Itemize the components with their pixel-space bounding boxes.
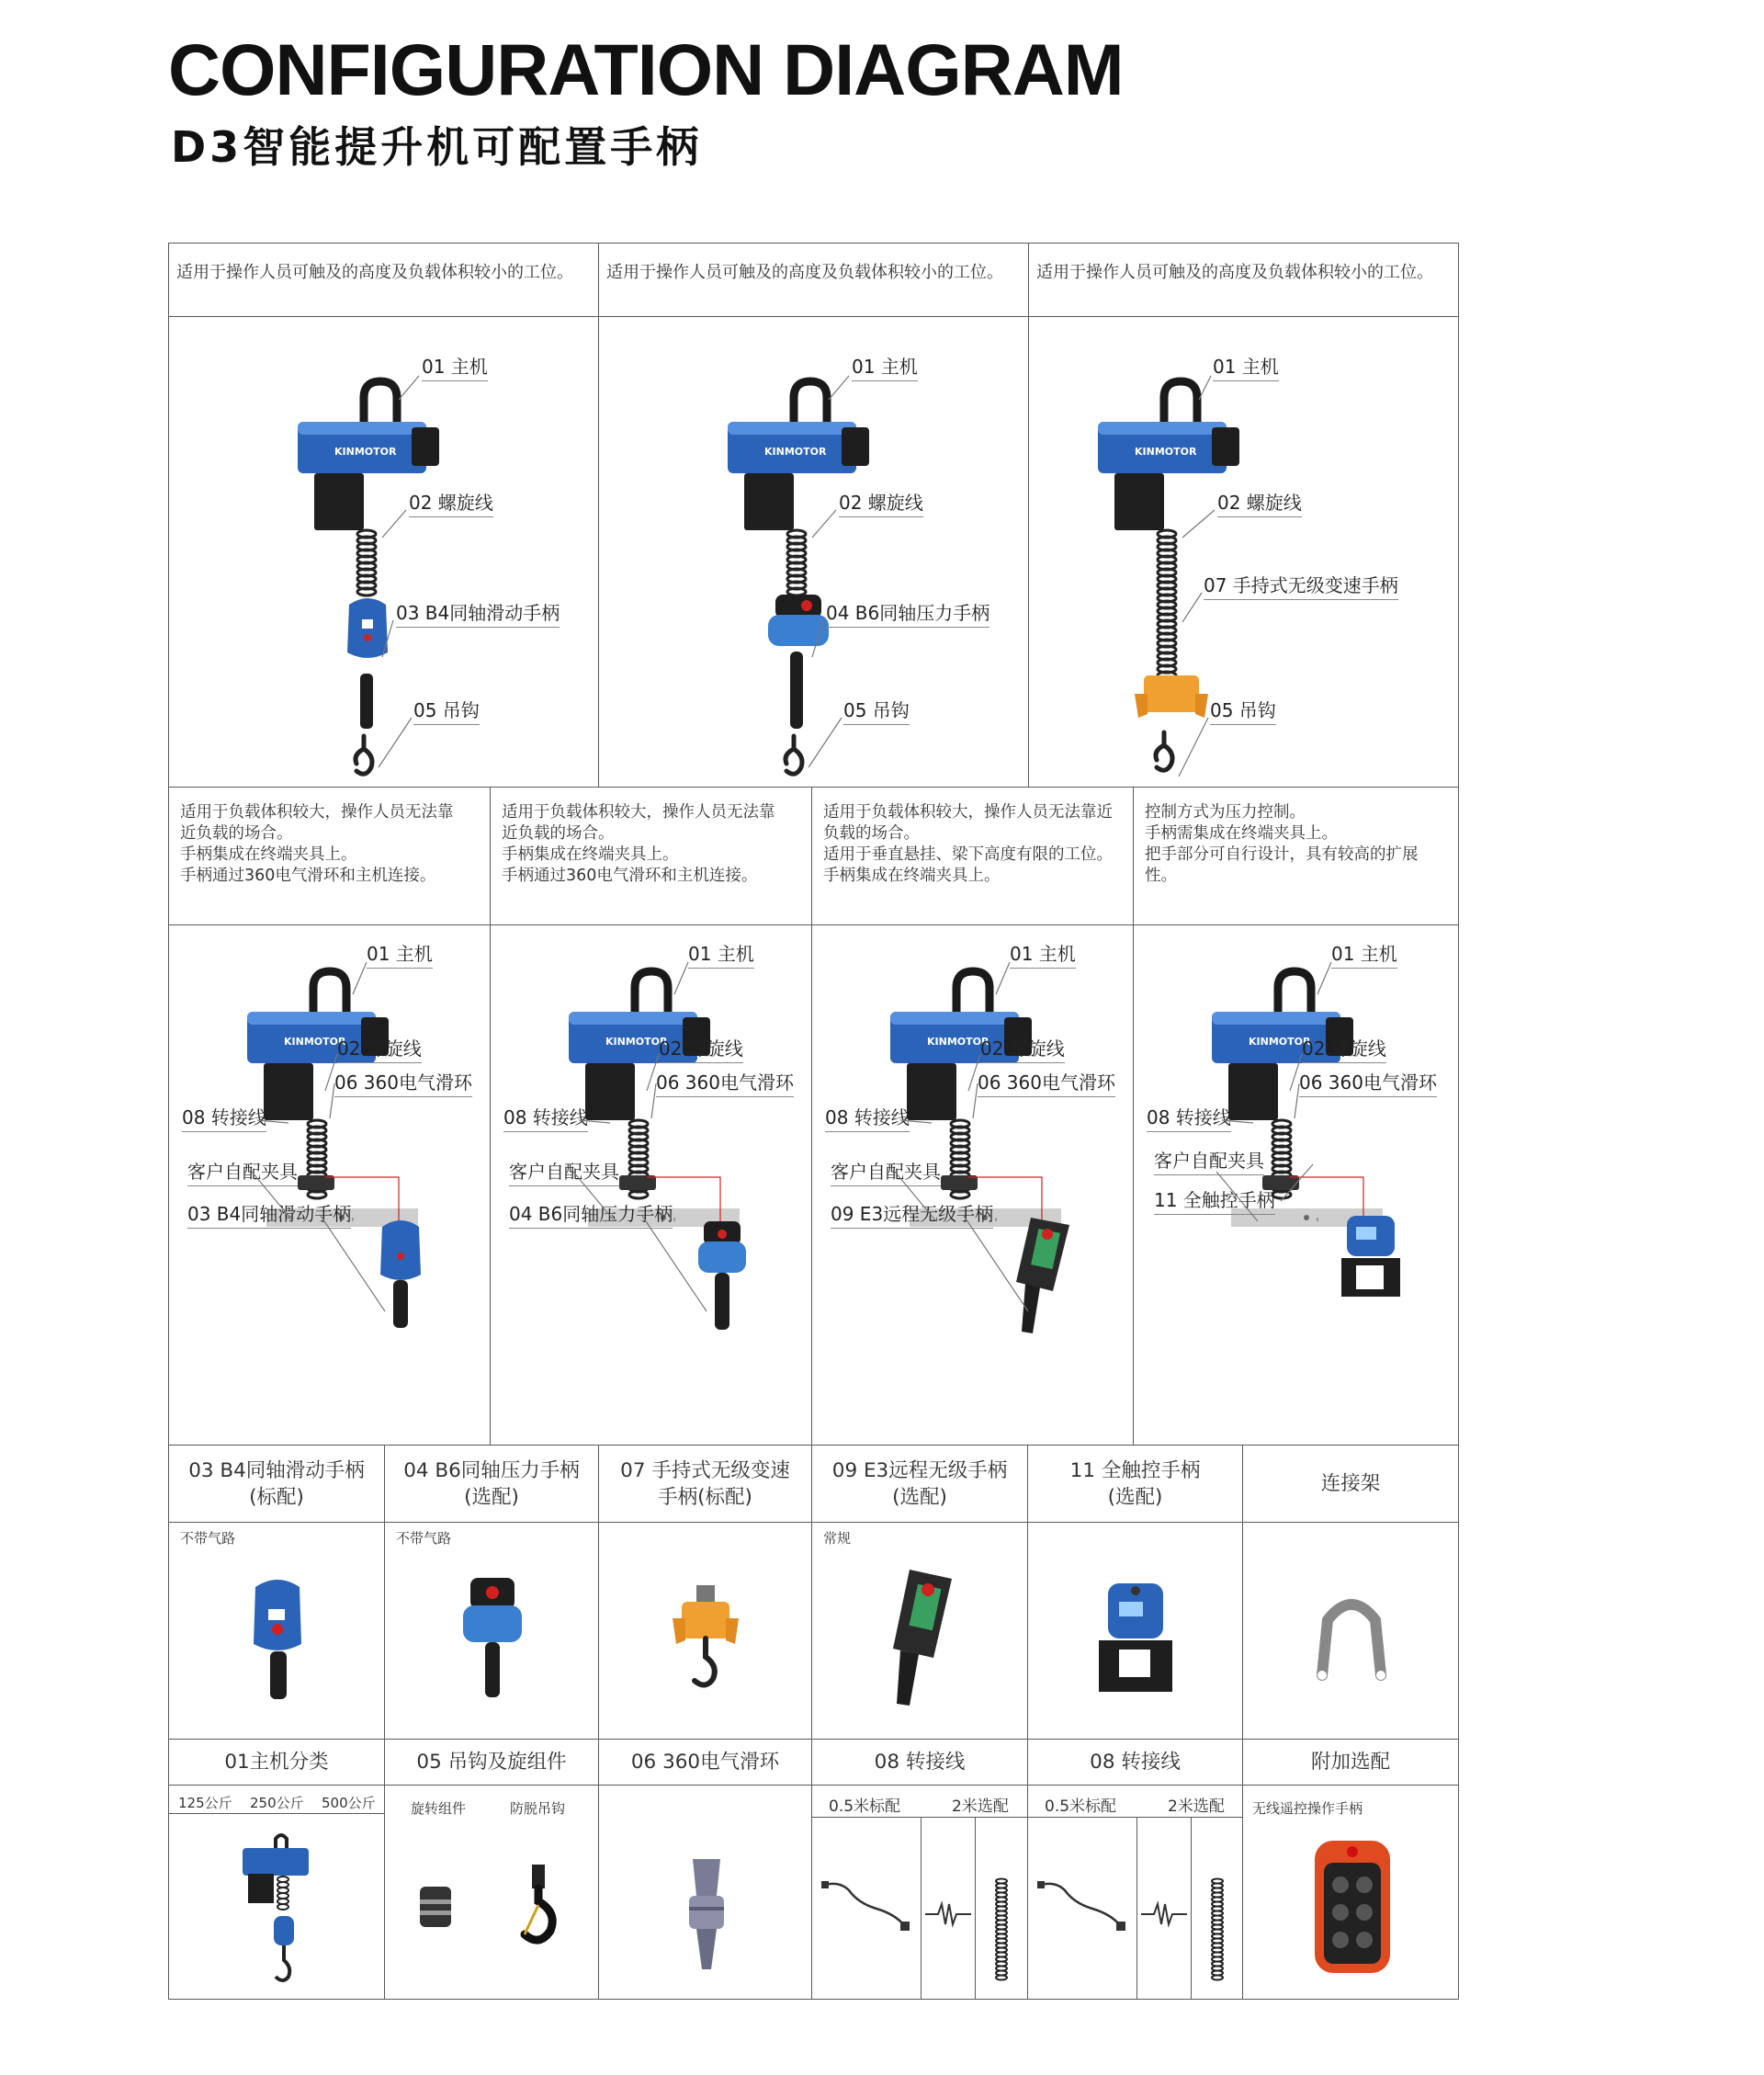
cable-option-label: 2米选配: [952, 1797, 1009, 1816]
hook-label: 05 吊钩: [843, 696, 910, 725]
description-line: 近负载的场合。: [502, 824, 615, 843]
hoist-mini-icon: [235, 1831, 318, 1988]
catalog-image-cell: [1027, 1522, 1243, 1740]
row2-description-cell: [490, 787, 812, 925]
divider: [975, 1817, 976, 2000]
row2-diagram-cell: [490, 924, 812, 1446]
coil-label: 02 螺旋线: [839, 488, 923, 517]
b6-handle-icon: [459, 1578, 526, 1699]
catalog-header-cell: 03 B4同轴滑动手柄 (标配): [168, 1445, 385, 1523]
handle-label: 04 B6同轴压力手柄: [826, 598, 989, 628]
description-line: 手柄集成在终端夹具上。: [502, 845, 679, 864]
catalog-image-cell: [811, 1785, 1028, 2000]
fixture-label: 客户自配夹具: [1154, 1146, 1264, 1175]
slip-ring-label: 06 360电气滑环: [334, 1068, 472, 1097]
catalog-image-cell: [384, 1522, 599, 1740]
row1-diagram-cell: [1028, 316, 1459, 788]
catalog-note: 不带气路: [180, 1530, 236, 1547]
catalog-image-cell: [1242, 1785, 1459, 2000]
catalog-image-cell: [384, 1785, 599, 2000]
row1-diagram-cell: [168, 316, 599, 788]
adapter-label: 08 转接线: [825, 1103, 910, 1132]
leader-lines: [491, 925, 492, 926]
b6-handle-icon: [698, 1221, 746, 1332]
cable-option-label: 2米选配: [1168, 1797, 1225, 1816]
row2-diagram-cell: [811, 924, 1134, 1446]
coil-icon: [786, 530, 807, 595]
handle-label: 03 B4同轴滑动手柄: [396, 598, 560, 628]
coil-label: 02 螺旋线: [1302, 1034, 1386, 1063]
adapter-cable-icon: [1037, 1877, 1129, 1933]
touch-handle-icon: [1099, 1583, 1172, 1694]
row2-description-cell: [1133, 787, 1459, 925]
slip-ring-label: 06 360电气滑环: [978, 1068, 1115, 1097]
row1-description: 适用于操作人员可触及的高度及负载体积较小的工位。: [1036, 263, 1433, 282]
b4-handle-icon: [344, 597, 391, 671]
leader-lines: [169, 925, 170, 926]
catalog-header-cell: 09 E3远程无级手柄 (选配): [811, 1445, 1028, 1523]
description-line: 手柄通过360电气滑环和主机连接。: [180, 867, 436, 885]
row2-description: [812, 788, 1133, 894]
brand-label: KINMOTOR: [1135, 446, 1197, 458]
host-label: 01 主机: [1331, 939, 1397, 969]
fixture-label: 客户自配夹具: [831, 1157, 941, 1186]
handle-label: 03 B4同轴滑动手柄: [187, 1199, 351, 1229]
catalog-note: 常规: [823, 1530, 852, 1547]
hook-icon: [1151, 732, 1181, 777]
catalog-image-cell: [168, 1785, 385, 2000]
coil-label: 02 螺旋线: [1217, 488, 1302, 517]
divider: [1136, 1817, 1137, 2000]
b4-handle-icon: [377, 1219, 424, 1330]
e3-handle-icon: [886, 1570, 956, 1707]
hook-label: 05 吊钩: [1210, 696, 1276, 725]
description-line: 适用于垂直悬挂、梁下高度有限的工位。: [823, 845, 1113, 864]
row1-description-cell: [598, 243, 1029, 317]
catalog-image-cell: [598, 1785, 812, 2000]
catalog-image-cell: [811, 1522, 1028, 1740]
description-line: 手柄需集成在终端夹具上。: [1145, 824, 1338, 843]
brand-label: KINMOTOR: [605, 1036, 668, 1048]
row1-description-cell: [1028, 243, 1459, 317]
fixture-label: 客户自配夹具: [509, 1157, 619, 1186]
description-line: 手柄集成在终端夹具上。: [823, 867, 1001, 885]
description-line: 把手部分可自行设计，具有较高的扩展: [1145, 845, 1419, 864]
catalog-header-cell: 06 360电气滑环: [598, 1739, 812, 1786]
catalog-note: 不带气路: [396, 1530, 452, 1547]
adapter-label: 08 转接线: [1147, 1103, 1231, 1132]
orange-handle-icon: [673, 1585, 739, 1692]
hook-part-label: 旋转组件: [411, 1800, 467, 1817]
leader-lines: [169, 317, 170, 318]
host-label: 01 主机: [367, 939, 433, 969]
slip-ring-icon: [298, 1175, 334, 1192]
touch-handle-icon: [1341, 1216, 1400, 1298]
leader-lines: [599, 317, 600, 318]
host-label: 01 主机: [852, 352, 918, 381]
row2-description: [169, 788, 490, 894]
row2-description-cell: [168, 787, 491, 925]
row2-description: [1134, 788, 1458, 894]
handle-label: 09 E3远程无级手柄: [831, 1199, 993, 1229]
weight-option: 500公斤: [322, 1795, 376, 1811]
handle-label: 11 全触控手柄: [1154, 1185, 1275, 1215]
cable-option-label: 0.5米标配: [1045, 1797, 1117, 1816]
row2-description-cell: [811, 787, 1134, 925]
handle-label: 07 手持式无级变速手柄: [1204, 571, 1398, 600]
coil-icon: [1157, 530, 1177, 686]
description-line: 适用于负载体积较大，操作人员无法靠近: [823, 803, 1113, 822]
adapter-label: 08 转接线: [182, 1103, 266, 1132]
row2-diagram-cell: [168, 924, 491, 1446]
catalog-header-cell: 11 全触控手柄 (选配): [1027, 1445, 1243, 1523]
row2-description: [491, 788, 811, 894]
addon-label: 无线遥控操作手柄: [1252, 1800, 1363, 1817]
leader-lines: [1029, 317, 1030, 318]
e3-handle-icon: [1012, 1218, 1079, 1337]
b4-handle-icon: [244, 1578, 311, 1699]
hook-icon: [351, 736, 380, 780]
adapter-label: 08 转接线: [503, 1103, 588, 1132]
catalog-header-cell: 05 吊钩及旋组件: [384, 1739, 599, 1786]
adapter-cable-icon: [1141, 1900, 1187, 1928]
description-line: 适用于负载体积较大，操作人员无法靠: [180, 803, 454, 822]
handle-label: 04 B6同轴压力手柄: [509, 1199, 673, 1229]
divider: [169, 1813, 384, 1814]
leader-lines: [1134, 925, 1135, 926]
adapter-cable-icon: [821, 1877, 913, 1933]
catalog-image-cell: [598, 1522, 812, 1740]
row1-description: 适用于操作人员可触及的高度及负载体积较小的工位。: [176, 263, 573, 282]
host-label: 01 主机: [1213, 352, 1279, 381]
row1-diagram-cell: [598, 316, 1029, 788]
brand-label: KINMOTOR: [927, 1036, 989, 1048]
brand-label: KINMOTOR: [334, 446, 397, 458]
coil-label: 02 螺旋线: [659, 1034, 743, 1063]
host-label: 01 主机: [688, 939, 754, 969]
page-subtitle: D3智能提升机可配置手柄: [171, 122, 703, 172]
brand-label: KINMOTOR: [284, 1036, 346, 1048]
grip-icon: [786, 652, 807, 736]
page-title: CONFIGURATION DIAGRAM: [168, 28, 1124, 110]
slip-ring-label: 06 360电气滑环: [656, 1068, 794, 1097]
swivel-icon: [418, 1887, 453, 1927]
row1-description: 适用于操作人员可触及的高度及负载体积较小的工位。: [606, 263, 1003, 282]
coil-label: 02 螺旋线: [409, 488, 493, 517]
orange-handle-icon: [1135, 675, 1208, 731]
remote-control-icon: [1315, 1841, 1390, 1979]
cable-option-label: 0.5米标配: [829, 1797, 901, 1816]
catalog-header-cell: 04 B6同轴压力手柄 (选配): [384, 1445, 599, 1523]
hook-part-label: 防脱吊钩: [510, 1800, 566, 1817]
description-line: 性。: [1145, 867, 1177, 885]
description-line: 近负载的场合。: [180, 824, 293, 843]
slip-ring-icon: [685, 1859, 728, 1979]
divider: [1191, 1817, 1192, 2000]
catalog-image-cell: [1242, 1522, 1459, 1740]
description-line: 手柄集成在终端夹具上。: [180, 845, 357, 864]
brand-label: KINMOTOR: [764, 446, 827, 458]
hook-icon: [781, 736, 810, 780]
slip-ring-label: 06 360电气滑环: [1299, 1068, 1437, 1097]
leader-lines: [812, 925, 813, 926]
weight-option: 125公斤: [178, 1795, 232, 1811]
fixture-label: 客户自配夹具: [187, 1157, 298, 1186]
coil-label: 02 螺旋线: [980, 1034, 1065, 1063]
hook-label: 05 吊钩: [413, 696, 480, 725]
catalog-image-cell: [1027, 1785, 1243, 2000]
description-line: 控制方式为压力控制。: [1145, 803, 1306, 822]
description-line: 手柄通过360电气滑环和主机连接。: [502, 867, 758, 885]
coiled-cable-icon: [994, 1877, 1009, 1979]
coil-label: 02 螺旋线: [337, 1034, 422, 1063]
catalog-header-cell: 08 转接线: [1027, 1739, 1243, 1786]
connecting-frame-icon: [1315, 1593, 1388, 1684]
brand-label: KINMOTOR: [1249, 1036, 1311, 1048]
row2-diagram-cell: [1133, 924, 1459, 1446]
catalog-header-cell: 01主机分类: [168, 1739, 385, 1786]
host-label: 01 主机: [422, 352, 488, 381]
description-line: 适用于负载体积较大，操作人员无法靠: [502, 803, 775, 822]
catalog-header-cell: 连接架: [1242, 1445, 1459, 1523]
catalog-header-cell: 08 转接线: [811, 1739, 1028, 1786]
coil-icon: [356, 530, 377, 595]
coiled-cable-icon: [1210, 1877, 1225, 1979]
b6-handle-icon: [768, 595, 829, 652]
catalog-header-cell: 附加选配: [1242, 1739, 1459, 1786]
catalog-header-cell: 07 手持式无级变速 手柄(标配): [598, 1445, 812, 1523]
weight-option: 250公斤: [250, 1795, 304, 1811]
divider: [812, 1817, 1027, 1818]
description-line: 负载的场合。: [823, 824, 920, 843]
divider: [921, 1817, 922, 2000]
row1-description-cell: [168, 243, 599, 317]
slip-ring-icon: [941, 1175, 978, 1192]
slip-ring-icon: [619, 1175, 656, 1192]
catalog-image-cell: [168, 1522, 385, 1740]
adapter-cable-icon: [925, 1900, 971, 1928]
host-label: 01 主机: [1010, 939, 1076, 969]
safety-hook-icon: [515, 1865, 561, 1947]
divider: [1028, 1817, 1242, 1818]
grip-icon: [356, 674, 377, 738]
